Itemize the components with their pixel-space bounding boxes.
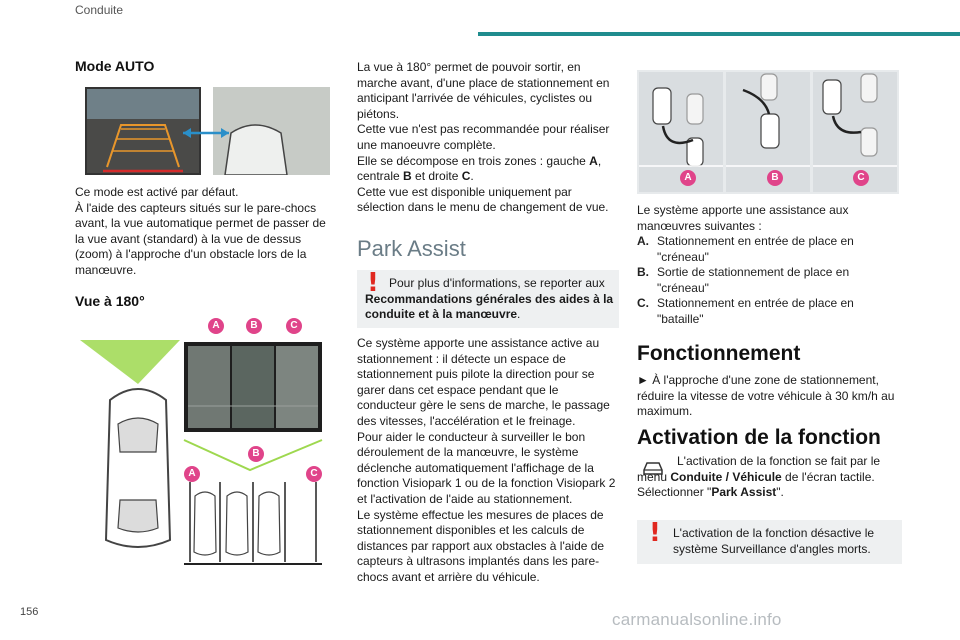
vue-180-availability: Cette vue est disponible uniquement par sélection dans le menu de changement de vue.	[357, 184, 609, 215]
zone-label-a-bottom: A	[184, 466, 200, 482]
vue-180-illustration	[80, 340, 330, 570]
list-item: C. Stationnement en entrée de place en "bataille"	[637, 296, 854, 326]
header-accent-bar	[478, 32, 960, 36]
maneuver-label-b: B	[767, 170, 783, 186]
maneuvers-list	[637, 234, 902, 328]
list-item: A. Stationnement en entrée de place en "créneau"	[637, 234, 854, 264]
section-title: Conduite	[75, 3, 124, 17]
zone-label-b-bottom: B	[248, 446, 264, 462]
park-assist-title: Park Assist	[357, 236, 466, 261]
warning-icon: !	[367, 268, 379, 298]
activation-text: L'activation de la fonction se fait par le menu Conduite / Véhicule de l'écran tactile. Sélectionner "Park Assist".	[637, 454, 881, 500]
page-number: 156	[20, 606, 39, 618]
mode-auto-title: Mode AUTO	[75, 58, 155, 74]
vue-180-zones: Elle se décompose en trois zones : gauche A, centrale B et droite C.	[357, 153, 602, 184]
zone-label-c-bottom: C	[306, 466, 322, 482]
list-item: B. Sortie de stationnement de place en "créneau"	[637, 265, 850, 295]
fonctionnement-text: ► À l'approche d'une zone de stationnement, réduire la vitesse de votre véhicule à 30 km/h au maximum.	[637, 373, 895, 419]
park-assist-body: Ce système apporte une assistance active au stationnement : il détecte un espace de stationnement puis pilote la direction pour se garer dans cet espace pendant que le conducteur gère le sens de marche, le passage des vitesses, l'accélération et le freinage. Pour aider le conducteur à surveiller le bon déroulement de la manœuvre, le système déclenche automatiquement l'affichage de la fonction Visiopark 1 ou de la fonction Visiopark 2 et l'activation de l'aide au stationnement. Le système effectue les mesures de places de stationnement disponibles et les calculs de distances par rapport aux obstacles à l'aide de capteurs à ultrasons implantés dans les pare-chocs avant et arrière du véhicule.	[357, 336, 616, 584]
zone-label-b: B	[246, 318, 262, 334]
park-assist-note	[357, 270, 619, 328]
zone-label-c: C	[286, 318, 302, 334]
warning-text: L'activation de la fonction désactive le système Surveillance d'angles morts.	[673, 526, 875, 556]
mode-auto-illustration	[85, 87, 330, 175]
maneuver-label-c: C	[853, 170, 869, 186]
zone-label-a: A	[208, 318, 224, 334]
vue-180-intro: La vue à 180° permet de pouvoir sortir, en marche avant, d'une place de stationnement en anticipant l'arrivée de véhicules, cyclistes ou piétons.	[357, 60, 610, 121]
fonctionnement-title: Fonctionnement	[637, 342, 801, 365]
maneuvers-intro: Le système apporte une assistance aux manœuvres suivantes :	[637, 203, 849, 233]
mode-auto-text: Ce mode est activé par défaut. À l'aide des capteurs situés sur le pare-chocs avant, la vue automatique permet de passer de la vue avant (standard) à la vue de dessus (zoom) à l'approche d'un obstacle lors de la manœuvre.	[75, 185, 326, 277]
activation-warning	[637, 520, 902, 564]
vue-180-title: Vue à 180°	[75, 293, 145, 309]
activation-title: Activation de la fonction	[637, 426, 881, 449]
maneuver-label-a: A	[680, 170, 696, 186]
vue-180-warning: Cette vue n'est pas recommandée pour réaliser une manoeuvre complète.	[357, 122, 610, 152]
note-text: Pour plus d'informations, se reporter aux Recommandations générales des aides à la conduite et à la manœuvre.	[365, 276, 614, 322]
vue-180-description	[357, 60, 619, 216]
warning-icon: !	[649, 518, 661, 548]
watermark: carmanualsonline.info	[612, 610, 782, 629]
